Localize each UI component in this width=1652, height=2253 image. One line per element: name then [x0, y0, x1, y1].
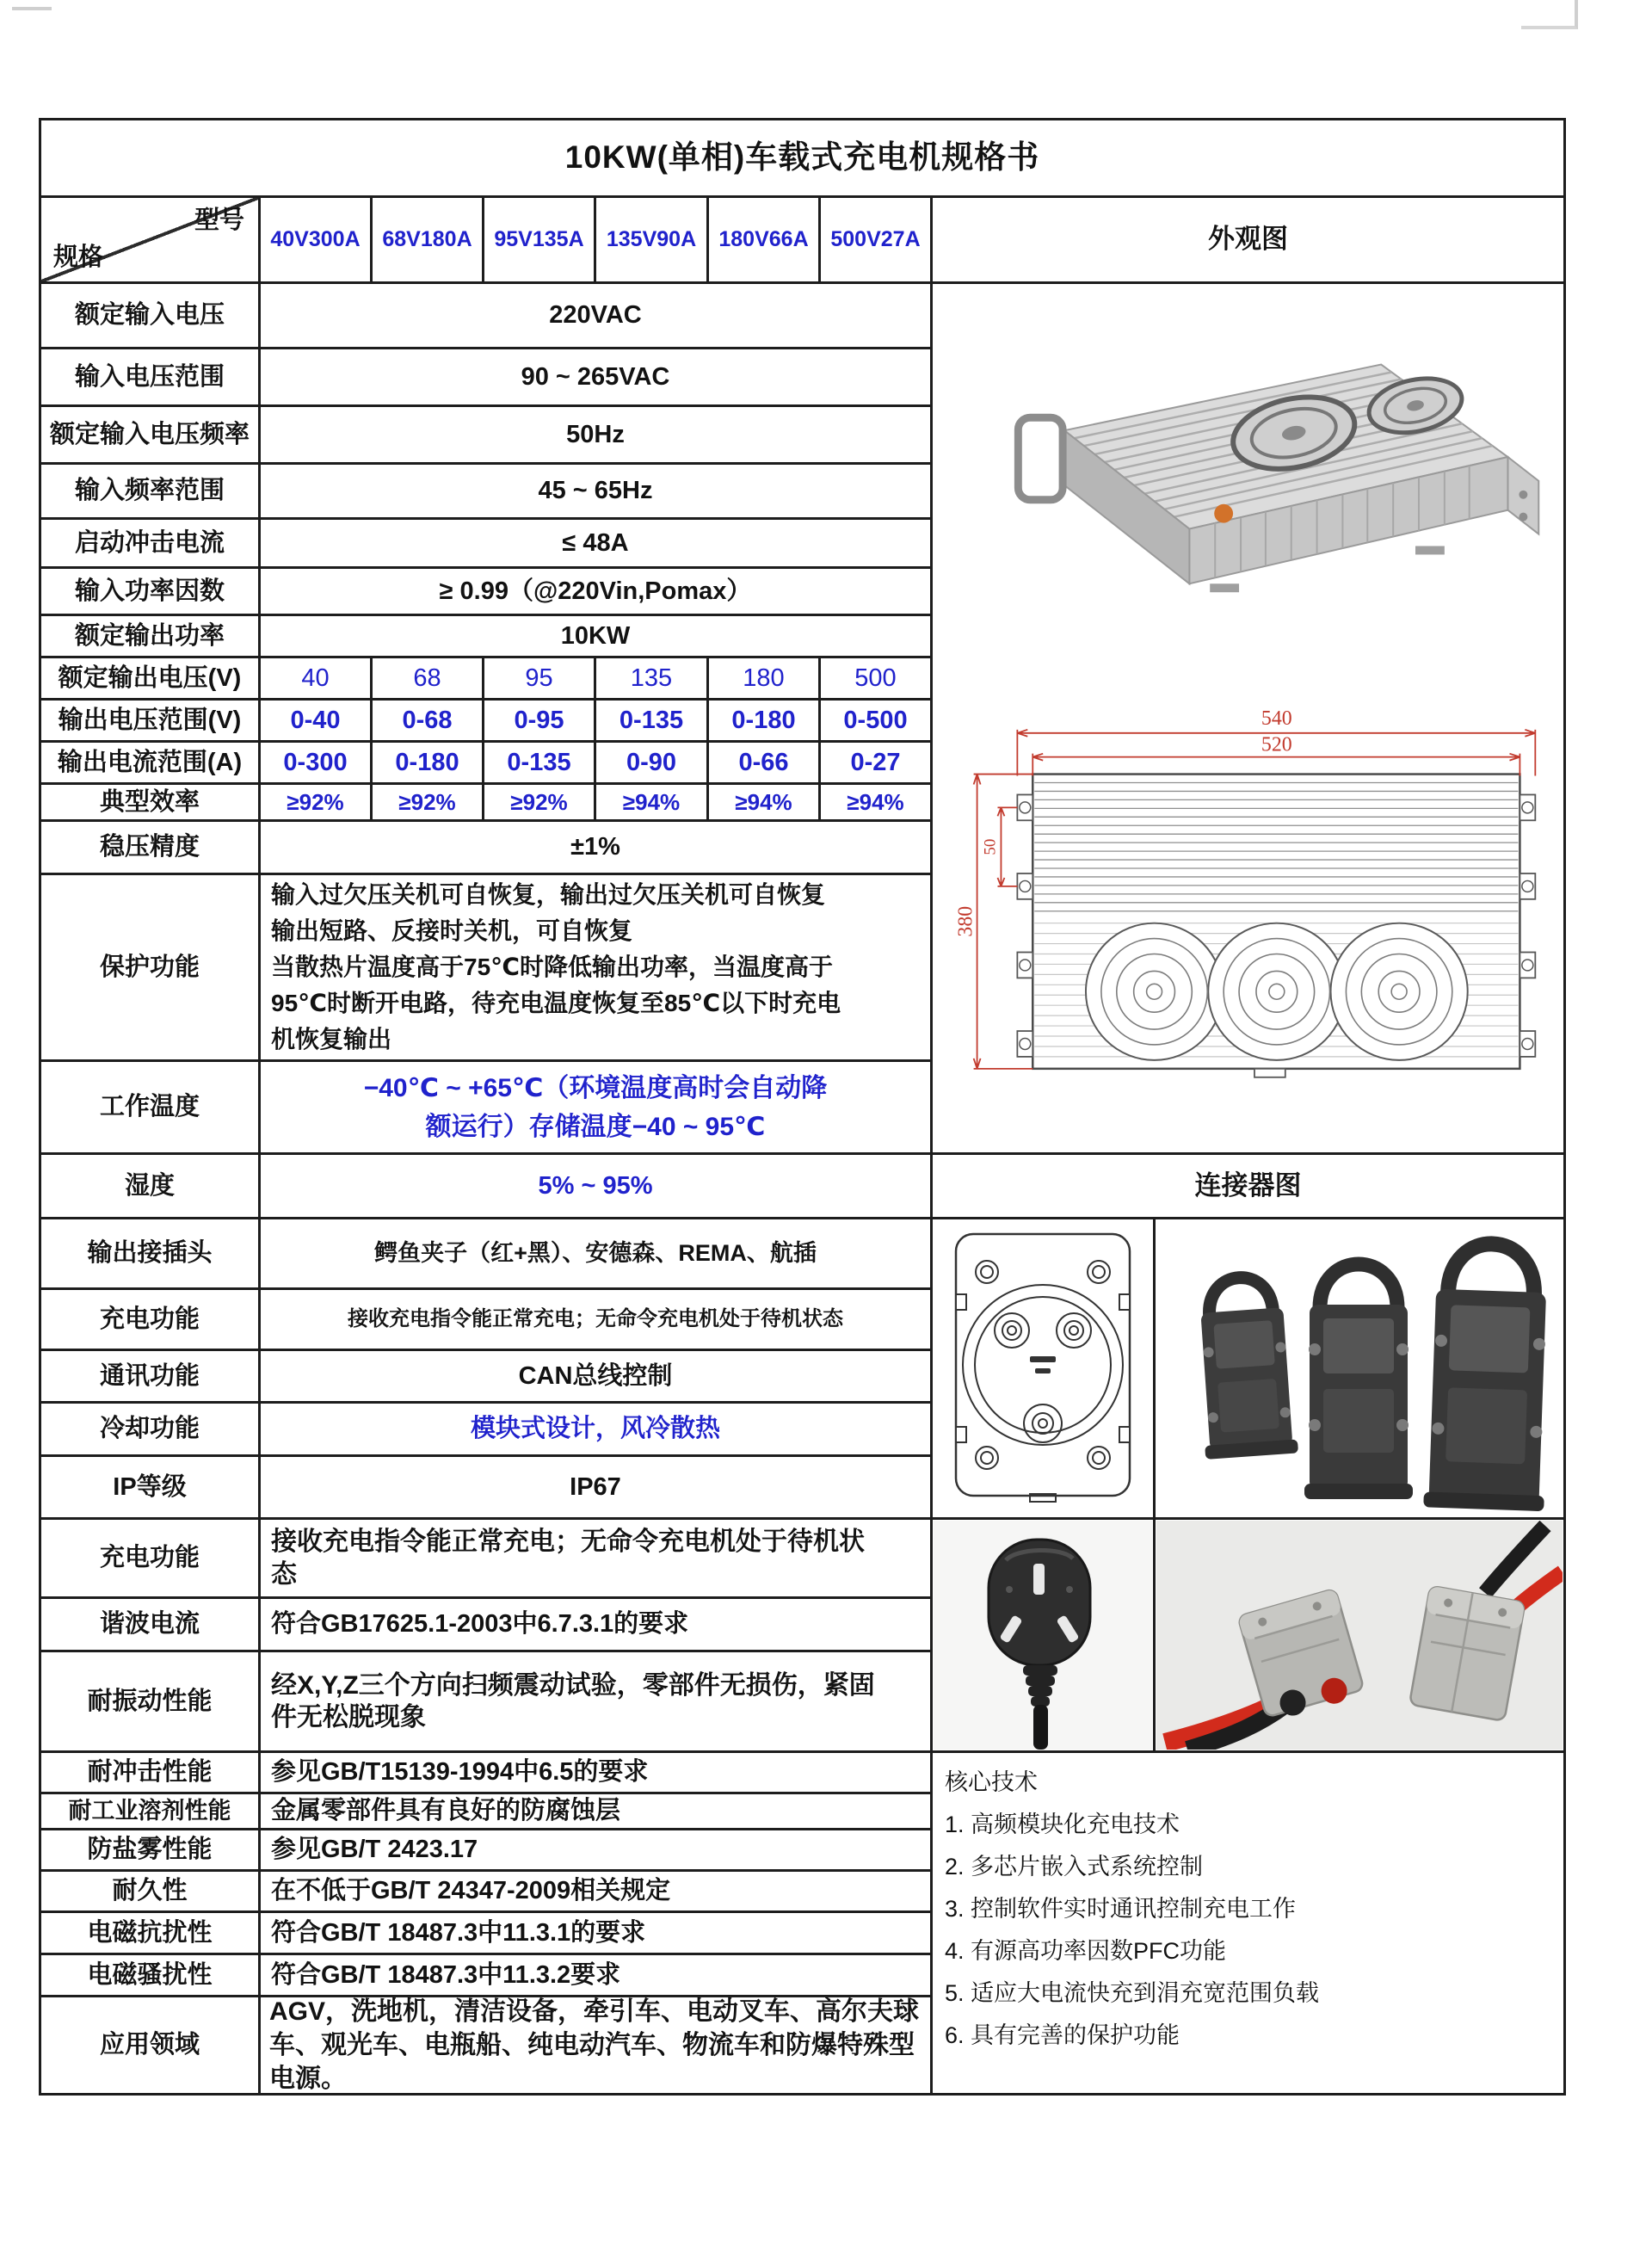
- spec-row-label: 输入功率因数: [41, 569, 261, 616]
- model-axis-label: 型号: [194, 207, 244, 234]
- scan-artifact-top-left: [12, 7, 52, 17]
- output-value: 40: [261, 658, 373, 701]
- protection-line: 输出短路、反接时关机，可自恢复: [271, 917, 633, 944]
- spec-row-value: 5% ~ 95%: [261, 1155, 933, 1219]
- output-value: 95: [484, 658, 596, 701]
- output-value: 180: [709, 658, 821, 701]
- output-value: 0-90: [596, 743, 709, 785]
- dimension-drawing: [934, 699, 1563, 1147]
- output-value: 0-40: [261, 701, 373, 743]
- spec-row-value: 符合GB17625.1-2003中6.7.3.1的要求: [261, 1599, 933, 1652]
- output-value: ≥94%: [821, 785, 933, 822]
- output-value: 135: [596, 658, 709, 701]
- output-value: ≥94%: [709, 785, 821, 822]
- spec-row-label: 防盐雾性能: [41, 1830, 261, 1872]
- handle-connectors-photo: [1156, 1220, 1563, 1516]
- spec-row-value: 鳄鱼夹子（红+黑）、安德森、REMA、航插: [261, 1219, 933, 1290]
- output-value: 68: [373, 658, 484, 701]
- output-value: 0-180: [709, 701, 821, 743]
- protection-line: 机恢复输出: [271, 1026, 392, 1052]
- circular-connector-figure: [933, 1219, 1156, 1520]
- output-value: 0-135: [484, 743, 596, 785]
- model-header: 95V135A: [484, 198, 596, 284]
- operating-temp-line: −40℃ ~ +65℃（环境温度高时会自动降: [363, 1073, 828, 1102]
- spec-row-label: 应用领域: [41, 1997, 261, 2096]
- core-tech-item: 4. 有源高功率因数PFC功能: [945, 1938, 1227, 1964]
- protection-line: 95℃时断开电路，待充电温度恢复至85℃以下时充电: [271, 990, 841, 1016]
- spec-row-value: ±1%: [261, 822, 933, 875]
- spec-row-value: 220VAC: [261, 284, 933, 349]
- spec-row-label: 额定输入电压频率: [41, 407, 261, 465]
- output-value: 0-135: [596, 701, 709, 743]
- operating-temp-value: [261, 1062, 933, 1155]
- spec-row-label: 充电功能: [41, 1520, 261, 1599]
- spec-row-value: IP67: [261, 1457, 933, 1520]
- spec-row-label: 耐工业溶剂性能: [41, 1794, 261, 1830]
- spec-row-label: 湿度: [41, 1155, 261, 1219]
- spec-row-value: 金属零部件具有良好的防腐蚀层: [261, 1794, 933, 1830]
- spec-row-label: 输出电流范围(A): [41, 743, 261, 785]
- spec-row-value: ≥ 0.99（@220Vin,Pomax）: [261, 569, 933, 616]
- protection-line: 当散热片温度高于75℃时降低输出功率，当温度高于: [271, 954, 834, 980]
- spec-row-value: 参见GB/T15139-1994中6.5的要求: [261, 1753, 933, 1794]
- anderson-connectors-photo: [1156, 1521, 1563, 1750]
- spec-row-value: 参见GB/T 2423.17: [261, 1830, 933, 1872]
- spec-row-label: 耐久性: [41, 1872, 261, 1913]
- ac-plug-figure: [933, 1520, 1156, 1753]
- dimension-hole-pitch: 50: [980, 838, 999, 855]
- spec-row-label: 输入电压范围: [41, 349, 261, 407]
- output-value: 0-95: [484, 701, 596, 743]
- protection-line: 输入过欠压关机可自恢复，输出过欠压关机可自恢复: [271, 881, 826, 908]
- core-tech-item: 5. 适应大电流快充到涓充宽范围负载: [945, 1980, 1320, 2006]
- output-value: 0-27: [821, 743, 933, 785]
- handle-connectors-figure: [1156, 1219, 1566, 1520]
- output-value: ≥94%: [596, 785, 709, 822]
- charger-appearance-illustration: [934, 289, 1563, 694]
- spec-row-value: 90 ~ 265VAC: [261, 349, 933, 407]
- protection-description: [261, 875, 933, 1062]
- spec-row-value: 经X,Y,Z三个方向扫频震动试验，零部件无损伤，紧固件无松脱现象: [261, 1652, 933, 1753]
- output-value: 0-500: [821, 701, 933, 743]
- spec-axis-label: 规格: [53, 243, 104, 271]
- handle-illustration: [1018, 417, 1063, 500]
- spec-row-label: 输出电压范围(V): [41, 701, 261, 743]
- spec-row-label: 耐冲击性能: [41, 1753, 261, 1794]
- output-value: ≥92%: [373, 785, 484, 822]
- spec-row-label: 电磁骚扰性: [41, 1955, 261, 1997]
- spec-row-label: 电磁抗扰性: [41, 1913, 261, 1955]
- spec-row-value: 50Hz: [261, 407, 933, 465]
- appearance-figures: [933, 284, 1566, 1155]
- spec-row-label: 谐波电流: [41, 1599, 261, 1652]
- spec-row-label: 输出接插头: [41, 1219, 261, 1290]
- spec-row-label: IP等级: [41, 1457, 261, 1520]
- spec-row-value: 在不低于GB/T 24347-2009相关规定: [261, 1872, 933, 1913]
- output-value: 0-66: [709, 743, 821, 785]
- spec-row-label: 冷却功能: [41, 1404, 261, 1457]
- output-value: 500: [821, 658, 933, 701]
- spec-row-label: 保护功能: [41, 875, 261, 1062]
- operating-temp-line: 额运行）存储温度−40 ~ 95℃: [425, 1112, 766, 1141]
- spec-row-value: 接收充电指令能正常充电；无命令充电机处于待机状态: [261, 1290, 933, 1351]
- spec-row-value: 10KW: [261, 616, 933, 658]
- spec-row-label: 通讯功能: [41, 1351, 261, 1404]
- aviation-connector-drawing: [934, 1220, 1152, 1516]
- core-tech-item: 2. 多芯片嵌入式系统控制: [945, 1854, 1204, 1880]
- spec-row-label: 充电功能: [41, 1290, 261, 1351]
- output-value: 0-68: [373, 701, 484, 743]
- spec-row-label: 输入频率范围: [41, 465, 261, 520]
- ac-plug-photo: [934, 1521, 1152, 1750]
- spec-row-label: 耐振动性能: [41, 1652, 261, 1753]
- appearance-section-title: 外观图: [933, 198, 1566, 284]
- model-header: 500V27A: [821, 198, 933, 284]
- model-header: 135V90A: [596, 198, 709, 284]
- spec-row-label: 启动冲击电流: [41, 520, 261, 569]
- spec-row-value: 接收充电指令能正常充电；无命令充电机处于待机状态: [261, 1520, 933, 1599]
- spec-row-value: 符合GB/T 18487.3中11.3.1的要求: [261, 1913, 933, 1955]
- spec-row-label: 额定输出电压(V): [41, 658, 261, 701]
- output-value: 0-180: [373, 743, 484, 785]
- spec-row-value: 45 ~ 65Hz: [261, 465, 933, 520]
- header-corner-cell: [41, 198, 261, 284]
- spec-row-value: CAN总线控制: [261, 1351, 933, 1404]
- model-header: 180V66A: [709, 198, 821, 284]
- core-tech-title: 核心技术: [945, 1769, 1038, 1795]
- application-value: AGV，洗地机，清洁设备，牵引车、电动叉车、高尔夫球车、观光车、电瓶船、纯电动汽车、物流车和防爆特殊型电源。: [261, 1997, 933, 2096]
- core-tech-item: 3. 控制软件实时通讯控制充电工作: [945, 1896, 1297, 1922]
- connector-section-title: 连接器图: [933, 1155, 1566, 1219]
- output-value: 0-300: [261, 743, 373, 785]
- dimension-outer-width: 540: [1261, 707, 1292, 730]
- dimension-height: 380: [954, 905, 977, 937]
- spec-row-label: 额定输出功率: [41, 616, 261, 658]
- spec-row-value: 符合GB/T 18487.3中11.3.2要求: [261, 1955, 933, 1997]
- dimension-inner-width: 520: [1261, 733, 1292, 756]
- core-technology-panel: [933, 1753, 1566, 2096]
- output-value: ≥92%: [261, 785, 373, 822]
- spec-row-label: 稳压精度: [41, 822, 261, 875]
- spec-row-label: 典型效率: [41, 785, 261, 822]
- spec-row-label: 额定输入电压: [41, 284, 261, 349]
- spec-table: [39, 118, 1566, 2096]
- core-tech-item: 1. 高频模块化充电技术: [945, 1812, 1180, 1837]
- page-title: 10KW(单相)车载式充电机规格书: [41, 120, 1566, 198]
- core-tech-item: 6. 具有完善的保护功能: [945, 2022, 1180, 2048]
- anderson-connectors-figure: [1156, 1520, 1566, 1753]
- scan-artifact-top-right: [1521, 0, 1578, 29]
- model-header: 40V300A: [261, 198, 373, 284]
- output-value: ≥92%: [484, 785, 596, 822]
- spec-row-value: 模块式设计，风冷散热: [261, 1404, 933, 1457]
- spec-row-value: ≤ 48A: [261, 520, 933, 569]
- model-header: 68V180A: [373, 198, 484, 284]
- spec-row-label: 工作温度: [41, 1062, 261, 1155]
- orange-fitting-illustration: [1214, 504, 1233, 523]
